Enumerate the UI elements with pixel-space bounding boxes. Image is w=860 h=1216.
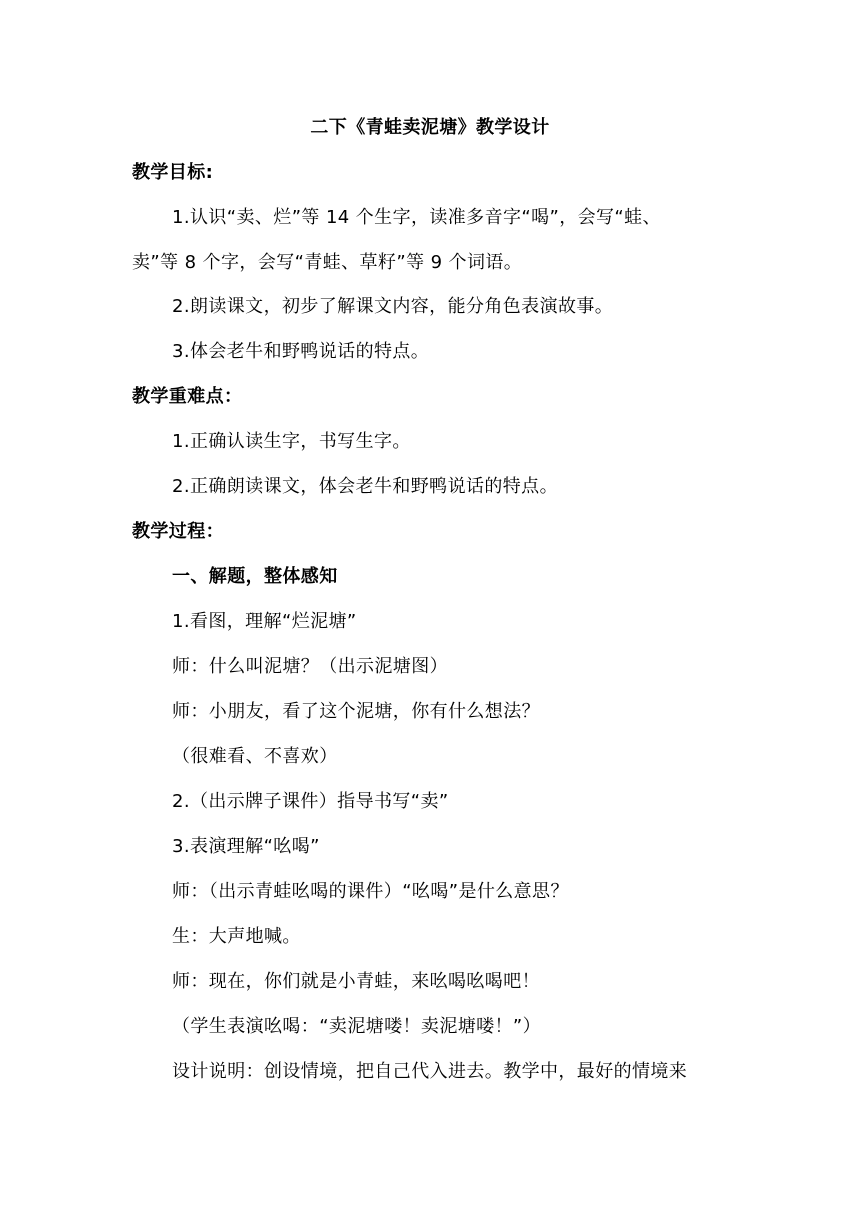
process-line: （学生表演吆喝：“卖泥塘喽！卖泥塘喽！”） <box>172 1016 542 1037</box>
design-note-line: 设计说明：创设情境，把自己代入进去。教学中，最好的情境来 <box>172 1061 688 1082</box>
goals-heading: 教学目标: <box>132 162 214 183</box>
goal-item-1: 1.认识“卖、烂”等 14 个生字，读准多音字“喝”，会写“蛙、 <box>172 207 661 228</box>
process-line: 2.（出示牌子课件）指导书写“卖” <box>172 791 449 812</box>
process-line: 师：现在，你们就是小青蛙，来吆喝吆喝吧！ <box>172 971 540 992</box>
process-heading: 教学过程： <box>132 521 224 542</box>
process-line: 师：（出示青蛙吆喝的课件）“吆喝”是什么意思？ <box>172 881 569 902</box>
process-line: 1.看图，理解“烂泥塘” <box>172 611 357 632</box>
key-point-item-1: 1.正确认读生字，书写生字。 <box>172 431 411 452</box>
goal-item-2: 2.朗读课文，初步了解课文内容，能分角色表演故事。 <box>172 296 614 317</box>
key-points-heading: 教学重难点： <box>132 386 243 407</box>
process-section-1-heading: 一、解题，整体感知 <box>172 566 338 587</box>
key-point-item-2: 2.正确朗读课文，体会老牛和野鸭说话的特点。 <box>172 476 558 497</box>
process-line: 师：小朋友，看了这个泥塘，你有什么想法？ <box>172 701 540 722</box>
process-line: 生：大声地喊。 <box>172 926 301 947</box>
document-title: 二下《青蛙卖泥塘》教学设计 <box>310 117 550 138</box>
process-line: 师：什么叫泥塘？（出示泥塘图） <box>172 656 448 677</box>
process-line: （很难看、不喜欢） <box>172 746 338 767</box>
process-line: 3.表演理解“吆喝” <box>172 836 320 857</box>
goal-item-3: 3.体会老牛和野鸭说话的特点。 <box>172 341 430 362</box>
goal-item-1-continued: 卖”等 8 个字，会写“青蛙、草籽”等 9 个词语。 <box>132 252 523 273</box>
